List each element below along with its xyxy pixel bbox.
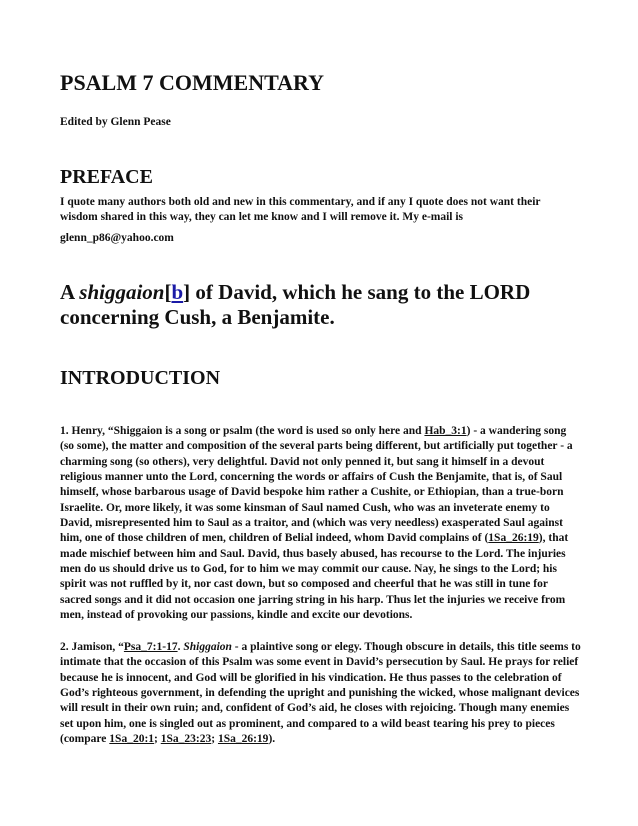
editor-credit: Edited by Glenn Pease — [60, 116, 171, 128]
text-segment: ). — [268, 733, 276, 746]
footnote-bracket-close: ] — [183, 280, 191, 304]
introduction-heading: INTRODUCTION — [60, 367, 221, 389]
psalm-title — [60, 280, 582, 330]
separator: ; — [154, 733, 161, 746]
scripture-link-psa-7-1-17[interactable]: Psa_7:1-17 — [123, 641, 178, 653]
separator: ; — [211, 733, 218, 746]
scripture-link-1sa-20-1[interactable]: 1Sa_20:1 — [109, 733, 155, 746]
text-segment: ) - a wandering song (so some), the matter and composition of the several parts being different, but artificially put together - a charming song (so others), very delightful. David not only penned it, but sang it himself in a devout religious manner unto the Lord, concerning the words or affairs of Cush the Benjamite, that is, of Saul himself, whose barbarous usage of David bespoke him rather a Cushite, or Ethiopian, than a true-born Israelite. Or, more likely, it was some kinsman of Saul named Cush, who was an inveterate enemy to David, misrepresented him to Saul as a traitor, and (which was very needless) exasperated Saul against him, one of those children of men, children of Belial indeed, whom David complains of ( — [60, 425, 573, 545]
preface-text: I quote many authors both old and new in this commentary, and if any I quote does not want their wisdom shared in this way, they can let me know and I will remove it. My e-mail is — [60, 196, 541, 223]
psalm-title-rest: of David, which he sang to the LORD concerning Cush, a Benjamite. — [60, 280, 531, 329]
scripture-link-1sa-26-19[interactable]: 1Sa_26:19 — [488, 532, 539, 545]
page-title: PSALM 7 COMMENTARY — [60, 70, 325, 95]
italic-term: Shiggaion — [183, 641, 232, 653]
scripture-link-1sa-26-19-b[interactable]: 1Sa_26:19 — [217, 733, 269, 746]
psalm-title-italic: shiggaion — [79, 280, 165, 304]
commentary-paragraph-jamison — [60, 640, 582, 747]
contact-email: glenn_p86@yahoo.com — [60, 232, 174, 244]
commentary-paragraph-henry — [60, 424, 582, 623]
scripture-link-hab-3-1[interactable]: Hab_3:1 — [424, 425, 467, 437]
text-segment: - a plaintive song or elegy. Though obscure in details, this title seems to intimate that the occasion of this Psalm was some event in David’s persecution by Saul. He prays for relief because he is innocent, and God will be glorified in his vindication. He thus passes to the celebration of God’s righteous government, in defending the upright and punishing the wicked, whose malignant devices will result in their own ruin; and, confident of God’s aid, he closes with rejoicing. Though many enemies set upon him, one is singled out as prominent, and compared to a wild beast tearing his prey to pieces (compare — [60, 641, 581, 746]
scripture-link-1sa-23-23[interactable]: 1Sa_23:23 — [160, 733, 212, 746]
text-segment: ), that made mischief between him and Saul. David, thus basely abused, has recourse to the Lord. The injuries men do us should drive us to God, for to him we may commit our cause. Nay, he sings to the Lord; his spirit was not ruffled by it, nor cast down, but so composed and cheerful that he was still in tune for sacred songs and it did not occasion one jarring string in his harp. Thus let the injuries we receive from men, instead of provoking our passions, kindle and excite our devotions. — [60, 532, 569, 622]
footnote-link[interactable]: b — [171, 280, 184, 304]
text-segment: . — [177, 641, 184, 653]
psalm-title-prefix: A — [60, 280, 80, 304]
preface-heading: PREFACE — [60, 166, 153, 188]
footnote-bracket-open: [ — [164, 280, 172, 304]
text-segment: 2. Jamison, “ — [60, 641, 124, 653]
text-segment: 1. Henry, “Shiggaion is a song or psalm (the word is used so only here and — [60, 425, 425, 437]
